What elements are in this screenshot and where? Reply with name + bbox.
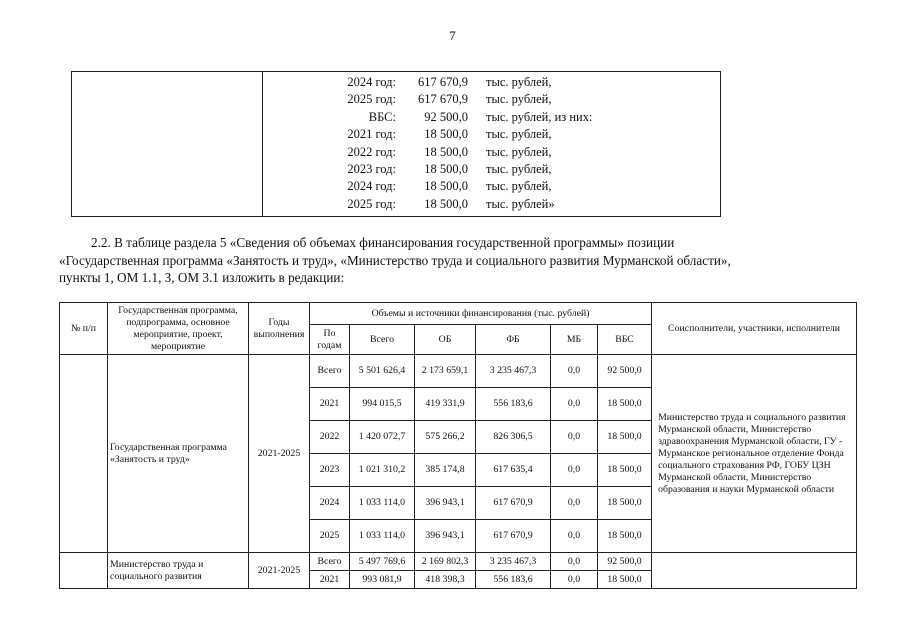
cell-ob: 2 173 659,1 <box>415 355 476 388</box>
cell-vbs: 18 500,0 <box>598 454 652 487</box>
cell-ob: 418 398,3 <box>415 571 476 589</box>
financing-amount: 18 500,0 <box>424 196 468 211</box>
cell-vbs: 18 500,0 <box>598 421 652 454</box>
financing-row <box>72 161 722 178</box>
cell-total: 1 033 114,0 <box>350 487 415 520</box>
cell-year: 2022 <box>310 421 350 454</box>
cell-ob: 419 331,9 <box>415 388 476 421</box>
financing-summary-table <box>71 71 721 217</box>
financing-amount: 617 670,9 <box>418 92 468 107</box>
cell-fb: 556 183,6 <box>476 388 551 421</box>
cell-ob: 2 169 802,3 <box>415 553 476 571</box>
financing-unit: тыс. рублей, <box>486 179 552 194</box>
cell-year: Всего <box>310 553 350 571</box>
cell-ob: 396 943,1 <box>415 520 476 553</box>
header-fb: ФБ <box>476 325 551 355</box>
header-vbs: ВБС <box>598 325 652 355</box>
paragraph-line-1: 2.2. В таблице раздела 5 «Сведения об объемах финансирования государственной программы» позиции <box>91 235 675 250</box>
financing-unit: тыс. рублей, <box>486 75 552 89</box>
financing-table <box>59 302 857 589</box>
cell-mb: 0,0 <box>551 355 598 388</box>
cell-vbs: 92 500,0 <box>598 553 652 571</box>
financing-year: 2024 год: <box>347 179 396 194</box>
financing-row <box>72 91 722 108</box>
financing-row <box>72 109 722 126</box>
financing-amount: 18 500,0 <box>424 144 468 159</box>
financing-year: ВБС: <box>368 109 396 124</box>
row-years: 2021-2025 <box>249 553 310 589</box>
header-volumes: Объемы и источники финансирования (тыс. рублей) <box>310 303 652 325</box>
financing-year: 2022 год: <box>347 144 396 159</box>
table-row <box>60 355 857 388</box>
paragraph-line-2: «Государственная программа «Занятость и труд», «Министерство труда и социального развития Мурманской области», <box>59 252 731 268</box>
cell-mb: 0,0 <box>551 421 598 454</box>
cell-fb: 617 670,9 <box>476 487 551 520</box>
financing-unit: тыс. рублей, <box>486 127 552 142</box>
financing-row <box>72 126 722 143</box>
cell-total: 1 033 114,0 <box>350 520 415 553</box>
cell-ob: 396 943,1 <box>415 487 476 520</box>
financing-year: 2024 год: <box>347 75 396 89</box>
cell-vbs: 18 500,0 <box>598 487 652 520</box>
cell-fb: 617 635,4 <box>476 454 551 487</box>
cell-total: 993 081,9 <box>350 571 415 589</box>
row-executors: Министерство труда и социального развития Мурманской области, Министерство здравоохранения Мурманской области, ГУ - Мурманское региональное отделение Фонда социального страхования РФ, ГОБУ ЦЗН Мурманской области, Министерство образования и науки Мурманской области <box>652 355 857 553</box>
cell-total: 5 501 626,4 <box>350 355 415 388</box>
row-program-name: Министерство труда и социального развития <box>108 553 249 589</box>
cell-mb: 0,0 <box>551 388 598 421</box>
header-program: Государственная программа, подпрограмма, основное мероприятие, проект, мероприятие <box>108 303 249 355</box>
financing-year: 2025 год: <box>347 196 396 211</box>
financing-amount: 18 500,0 <box>424 127 468 142</box>
paragraph-line-3: пункты 1, ОМ 1.1, 3, ОМ 3.1 изложить в редакции: <box>59 270 345 285</box>
financing-year: 2021 год: <box>347 127 396 142</box>
cell-vbs: 18 500,0 <box>598 520 652 553</box>
financing-amount: 617 670,9 <box>418 75 468 89</box>
financing-year: 2023 год: <box>347 162 396 176</box>
cell-fb: 556 183,6 <box>476 571 551 589</box>
financing-amount: 92 500,0 <box>424 109 468 124</box>
financing-unit: тыс. рублей, из них: <box>486 109 593 124</box>
row-program-name: Государственная программа «Занятость и труд» <box>108 355 249 553</box>
financing-row <box>72 178 722 195</box>
cell-year: 2021 <box>310 388 350 421</box>
cell-mb: 0,0 <box>551 454 598 487</box>
cell-total: 1 021 310,2 <box>350 454 415 487</box>
cell-ob: 385 174,8 <box>415 454 476 487</box>
financing-row <box>72 144 722 161</box>
amendment-paragraph <box>59 234 856 287</box>
cell-vbs: 18 500,0 <box>598 571 652 589</box>
financing-unit: тыс. рублей, <box>486 144 552 159</box>
header-years: Годы выполнения <box>249 303 310 355</box>
cell-year: Всего <box>310 355 350 388</box>
header-by-year: По годам <box>310 325 350 355</box>
cell-fb: 826 306,5 <box>476 421 551 454</box>
row-years: 2021-2025 <box>249 355 310 553</box>
cell-year: 2024 <box>310 487 350 520</box>
cell-mb: 0,0 <box>551 520 598 553</box>
header-total: Всего <box>350 325 415 355</box>
financing-unit: тыс. рублей» <box>486 196 555 211</box>
row-number <box>60 553 108 589</box>
cell-total: 1 420 072,7 <box>350 421 415 454</box>
cell-vbs: 92 500,0 <box>598 355 652 388</box>
financing-row <box>72 196 722 213</box>
header-num: № п/п <box>60 303 108 355</box>
cell-fb: 3 235 467,3 <box>476 355 551 388</box>
cell-year: 2021 <box>310 571 350 589</box>
cell-total: 994 015,5 <box>350 388 415 421</box>
cell-mb: 0,0 <box>551 487 598 520</box>
header-executors: Соисполнители, участники, исполнители <box>652 303 857 355</box>
cell-vbs: 18 500,0 <box>598 388 652 421</box>
row-number <box>60 355 108 553</box>
financing-unit: тыс. рублей, <box>486 92 552 107</box>
cell-mb: 0,0 <box>551 553 598 571</box>
cell-ob: 575 266,2 <box>415 421 476 454</box>
header-mb: МБ <box>551 325 598 355</box>
cell-fb: 617 670,9 <box>476 520 551 553</box>
cell-total: 5 497 769,6 <box>350 553 415 571</box>
cell-year: 2025 <box>310 520 350 553</box>
table-row <box>60 553 857 571</box>
cell-fb: 3 235 467,3 <box>476 553 551 571</box>
cell-mb: 0,0 <box>551 571 598 589</box>
financing-unit: тыс. рублей, <box>486 162 552 176</box>
financing-amount: 18 500,0 <box>424 179 468 194</box>
page-number: 7 <box>449 28 456 43</box>
financing-row <box>72 74 722 91</box>
financing-year: 2025 год: <box>347 92 396 107</box>
row-executors <box>652 553 857 589</box>
financing-amount: 18 500,0 <box>424 162 468 176</box>
header-ob: ОБ <box>415 325 476 355</box>
cell-year: 2023 <box>310 454 350 487</box>
